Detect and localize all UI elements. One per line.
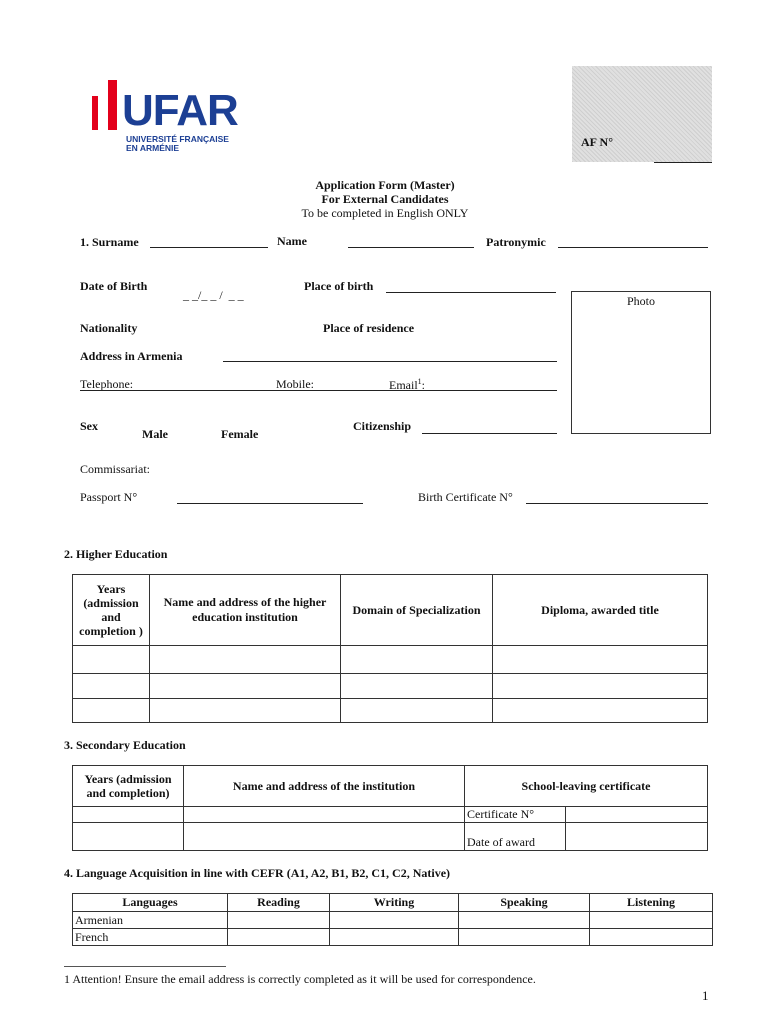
citizenship-label: Citizenship [353, 419, 412, 433]
date-of-award-label: Date of award [465, 823, 566, 851]
table-row [73, 807, 708, 823]
af-number-box [572, 66, 712, 162]
language-table [72, 893, 713, 946]
form-instruction: To be completed in English ONLY [301, 206, 469, 220]
language-heading: 4. Language Acquisition in line with CEFR (A1, A2, B1, B2, C1, C2, Native) [64, 866, 451, 880]
surname-label: 1. Surname [80, 235, 139, 249]
secondary-ed-header-certificate: School-leaving certificate [465, 766, 708, 807]
af-number-line [654, 162, 712, 163]
ufar-logo [90, 80, 260, 155]
male-option[interactable]: Male [142, 427, 168, 441]
language-french: French [73, 929, 228, 946]
higher-ed-header-diploma: Diploma, awarded title [493, 575, 708, 646]
higher-ed-header-institution: Name and address of the higher education institution [150, 575, 341, 646]
language-header-reading: Reading [228, 894, 330, 912]
name-label: Name [277, 234, 307, 248]
female-option[interactable]: Female [221, 427, 259, 441]
dob-label: Date of Birth [80, 279, 148, 293]
birth-cert-label: Birth Certificate N° [418, 490, 513, 504]
higher-ed-header-domain: Domain of Specialization [341, 575, 493, 646]
higher-ed-table [72, 574, 708, 723]
secondary-ed-heading: 3. Secondary Education [64, 738, 186, 752]
language-header-writing: Writing [330, 894, 459, 912]
surname-field[interactable] [150, 247, 268, 248]
higher-ed-header-years: Years (admission and completion ) [73, 575, 150, 646]
language-header-languages: Languages [73, 894, 228, 912]
mobile-label: Mobile: [276, 377, 314, 391]
footnote: 1 Attention! Ensure the email address is correctly completed as it will be used for correspondence. [64, 972, 536, 986]
email-text: Email [389, 378, 418, 392]
logo-bar-red [92, 96, 98, 130]
secondary-ed-header-years: Years (admission and completion) [73, 766, 184, 807]
place-of-birth-label: Place of birth [304, 279, 374, 293]
nationality-label: Nationality [80, 321, 138, 335]
secondary-ed-table [72, 765, 708, 851]
address-field[interactable] [223, 361, 557, 362]
higher-ed-heading: 2. Higher Education [64, 547, 168, 561]
address-label: Address in Armenia [80, 349, 183, 363]
sex-label: Sex [80, 419, 98, 433]
place-of-birth-field[interactable] [386, 292, 556, 293]
commissariat-label: Commissariat: [80, 462, 150, 476]
logo-sub1: UNIVERSITÉ FRANÇAISE [126, 134, 229, 144]
table-row [73, 823, 708, 851]
citizenship-field[interactable] [422, 433, 557, 434]
email-colon: : [421, 378, 426, 392]
form-title: Application Form (Master) [315, 178, 455, 192]
logo-sub2: EN ARMÉNIE [126, 143, 180, 153]
email-footnote-mark: 1 [417, 377, 422, 386]
name-field[interactable] [348, 247, 474, 248]
logo-bar-red-tall [108, 80, 117, 130]
table-row [73, 929, 713, 946]
telephone-label: Telephone: [80, 377, 134, 391]
language-armenian: Armenian [73, 912, 228, 929]
contact-line[interactable] [80, 390, 557, 391]
table-row [73, 646, 708, 674]
language-header-speaking: Speaking [459, 894, 590, 912]
patronymic-label: Patronymic [486, 235, 546, 249]
passport-field[interactable] [177, 503, 363, 504]
passport-label: Passport N° [80, 490, 138, 504]
footnote-separator [64, 966, 226, 967]
photo-box [571, 291, 711, 434]
af-label: AF N° [581, 135, 614, 149]
certificate-no-label: Certificate N° [465, 807, 566, 823]
dob-field[interactable]: _ _/_ _ / _ _ [183, 288, 244, 302]
patronymic-field[interactable] [558, 247, 708, 248]
residence-label: Place of residence [323, 321, 415, 335]
logo-text: UFAR [122, 86, 238, 135]
birth-cert-field[interactable] [526, 503, 708, 504]
table-row [73, 912, 713, 929]
photo-label: Photo [626, 294, 655, 308]
table-row [73, 674, 708, 699]
page-number: 1 [702, 988, 709, 1003]
table-row [73, 699, 708, 723]
secondary-ed-header-institution: Name and address of the institution [184, 766, 465, 807]
form-subtitle: For External Candidates [321, 192, 449, 206]
language-header-listening: Listening [590, 894, 713, 912]
